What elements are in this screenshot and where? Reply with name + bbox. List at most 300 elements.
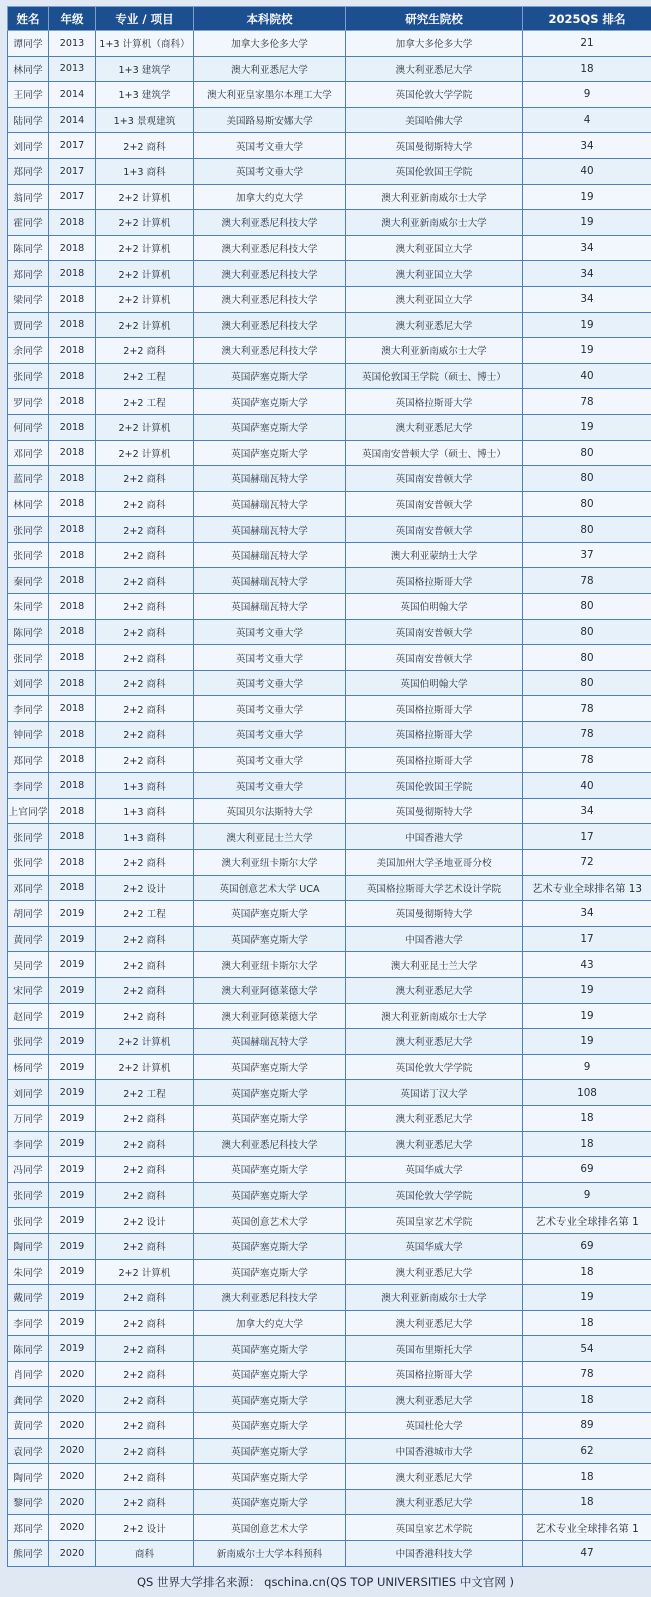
undergrad-school-cell: 加拿大约克大学	[194, 184, 346, 210]
table-row	[8, 440, 651, 466]
table-row	[8, 1361, 651, 1387]
major-cell: 2+2 商科	[96, 1387, 194, 1413]
qs-rank-cell: 78	[523, 1361, 651, 1387]
table-row	[8, 1515, 651, 1541]
grade-cell: 2017	[49, 158, 96, 184]
qs-rank-cell: 艺术专业全球排名第 1	[523, 1515, 651, 1541]
grade-cell: 2018	[49, 798, 96, 824]
qs-rank-cell: 40	[523, 773, 651, 799]
student-name-cell: 陶同学	[8, 1464, 49, 1490]
major-cell: 2+2 商科	[96, 619, 194, 645]
qs-rank-cell: 19	[523, 338, 651, 364]
table-row	[8, 1336, 651, 1362]
major-cell: 2+2 商科	[96, 1336, 194, 1362]
student-name-cell: 李同学	[8, 773, 49, 799]
qs-rank-cell: 78	[523, 389, 651, 415]
major-cell: 2+2 商科	[96, 542, 194, 568]
qs-rank-cell: 69	[523, 1157, 651, 1183]
major-cell: 2+2 商科	[96, 1489, 194, 1515]
student-name-cell: 陈同学	[8, 235, 49, 261]
header-undergrad-school: 本科院校	[194, 7, 346, 31]
student-name-cell: 肖同学	[8, 1361, 49, 1387]
qs-rank-cell: 18	[523, 1105, 651, 1131]
undergrad-school-cell: 澳大利亚阿德莱德大学	[194, 1003, 346, 1029]
table-row	[8, 875, 651, 901]
grade-cell: 2018	[49, 568, 96, 594]
student-name-cell: 朱同学	[8, 1259, 49, 1285]
qs-rank-cell: 18	[523, 1259, 651, 1285]
grad-school-cell: 英国南安普顿大学（硕士、博士）	[346, 440, 523, 466]
major-cell: 2+2 计算机	[96, 1054, 194, 1080]
undergrad-school-cell: 澳大利亚悉尼科技大学	[194, 338, 346, 364]
grad-school-cell: 澳大利亚悉尼大学	[346, 1310, 523, 1336]
grad-school-cell: 英国格拉斯哥大学	[346, 722, 523, 748]
major-cell: 2+2 商科	[96, 850, 194, 876]
table-row	[8, 542, 651, 568]
grad-school-cell: 英国皇家艺术学院	[346, 1208, 523, 1234]
table-row	[8, 747, 651, 773]
grade-cell: 2013	[49, 31, 96, 57]
grad-school-cell: 英国伦敦大学学院	[346, 1054, 523, 1080]
qs-rank-cell: 89	[523, 1413, 651, 1439]
student-name-cell: 戴同学	[8, 1285, 49, 1311]
grad-school-cell: 英国格拉斯哥大学	[346, 389, 523, 415]
qs-rank-cell: 80	[523, 517, 651, 543]
student-name-cell: 万同学	[8, 1105, 49, 1131]
grad-school-cell: 澳大利亚悉尼大学	[346, 1259, 523, 1285]
qs-rank-cell: 34	[523, 261, 651, 287]
major-cell: 2+2 商科	[96, 1233, 194, 1259]
grade-cell: 2020	[49, 1515, 96, 1541]
table-row	[8, 1131, 651, 1157]
student-name-cell: 刘同学	[8, 1080, 49, 1106]
table-row	[8, 1233, 651, 1259]
qs-rank-cell: 78	[523, 696, 651, 722]
table-row	[8, 210, 651, 236]
grade-cell: 2018	[49, 850, 96, 876]
qs-rank-cell: 17	[523, 824, 651, 850]
grad-school-cell: 澳大利亚悉尼大学	[346, 312, 523, 338]
qs-rank-cell: 4	[523, 107, 651, 133]
major-cell: 2+2 计算机	[96, 440, 194, 466]
student-name-cell: 熊同学	[8, 1541, 49, 1567]
qs-rank-cell: 69	[523, 1233, 651, 1259]
grade-cell: 2018	[49, 517, 96, 543]
table-row	[8, 977, 651, 1003]
grad-school-cell: 澳大利亚悉尼大学	[346, 1464, 523, 1490]
grade-cell: 2018	[49, 491, 96, 517]
grad-school-cell: 英国伦敦国王学院（硕士、博士）	[346, 363, 523, 389]
table-row	[8, 1003, 651, 1029]
student-name-cell: 陶同学	[8, 1233, 49, 1259]
table-row	[8, 1464, 651, 1490]
grad-school-cell: 英国格拉斯哥大学	[346, 696, 523, 722]
table-row	[8, 1285, 651, 1311]
major-cell: 1+3 商科	[96, 158, 194, 184]
qs-rank-cell: 19	[523, 414, 651, 440]
grad-school-cell: 英国诺丁汉大学	[346, 1080, 523, 1106]
major-cell: 2+2 商科	[96, 491, 194, 517]
major-cell: 2+2 商科	[96, 1413, 194, 1439]
student-name-cell: 秦同学	[8, 568, 49, 594]
major-cell: 2+2 商科	[96, 670, 194, 696]
qs-rank-cell: 78	[523, 722, 651, 748]
qs-rank-cell: 34	[523, 798, 651, 824]
grad-school-cell: 英国伦敦国王学院	[346, 158, 523, 184]
grad-school-cell: 澳大利亚新南威尔士大学	[346, 1285, 523, 1311]
table-row	[8, 722, 651, 748]
grad-school-cell: 澳大利亚新南威尔士大学	[346, 210, 523, 236]
grade-cell: 2019	[49, 977, 96, 1003]
grad-school-cell: 中国香港城市大学	[346, 1438, 523, 1464]
grad-school-cell: 英国南安普顿大学	[346, 645, 523, 671]
grad-school-cell: 澳大利亚蒙纳士大学	[346, 542, 523, 568]
qs-rank-cell: 19	[523, 1003, 651, 1029]
table-row	[8, 901, 651, 927]
undergrad-school-cell: 澳大利亚皇家墨尔本理工大学	[194, 82, 346, 108]
grade-cell: 2018	[49, 619, 96, 645]
table-row	[8, 1541, 651, 1567]
grade-cell: 2018	[49, 440, 96, 466]
major-cell: 2+2 商科	[96, 517, 194, 543]
undergrad-school-cell: 加拿大多伦多大学	[194, 31, 346, 57]
major-cell: 2+2 工程	[96, 901, 194, 927]
grad-school-cell: 英国南安普顿大学	[346, 619, 523, 645]
grade-cell: 2014	[49, 107, 96, 133]
grade-cell: 2019	[49, 1054, 96, 1080]
undergrad-school-cell: 英国考文垂大学	[194, 696, 346, 722]
qs-rank-cell: 17	[523, 926, 651, 952]
undergrad-school-cell: 英国萨塞克斯大学	[194, 1413, 346, 1439]
undergrad-school-cell: 英国考文垂大学	[194, 670, 346, 696]
undergrad-school-cell: 英国萨塞克斯大学	[194, 1157, 346, 1183]
results-table-container	[7, 6, 651, 1567]
undergrad-school-cell: 英国萨塞克斯大学	[194, 1182, 346, 1208]
undergrad-school-cell: 英国萨塞克斯大学	[194, 1489, 346, 1515]
undergrad-school-cell: 英国萨塞克斯大学	[194, 926, 346, 952]
grad-school-cell: 中国香港大学	[346, 926, 523, 952]
undergrad-school-cell: 新南威尔士大学本科预科	[194, 1541, 346, 1567]
qs-rank-cell: 21	[523, 31, 651, 57]
major-cell: 2+2 商科	[96, 1131, 194, 1157]
grade-cell: 2018	[49, 824, 96, 850]
qs-rank-cell: 108	[523, 1080, 651, 1106]
undergrad-school-cell: 澳大利亚悉尼科技大学	[194, 286, 346, 312]
undergrad-school-cell: 英国赫瑞瓦特大学	[194, 466, 346, 492]
grade-cell: 2018	[49, 235, 96, 261]
grad-school-cell: 澳大利亚国立大学	[346, 235, 523, 261]
table-row	[8, 184, 651, 210]
student-name-cell: 贾同学	[8, 312, 49, 338]
grade-cell: 2019	[49, 1310, 96, 1336]
major-cell: 2+2 商科	[96, 926, 194, 952]
major-cell: 2+2 商科	[96, 696, 194, 722]
major-cell: 2+2 工程	[96, 1080, 194, 1106]
grade-cell: 2017	[49, 133, 96, 159]
major-cell: 2+2 商科	[96, 466, 194, 492]
undergrad-school-cell: 澳大利亚悉尼科技大学	[194, 1285, 346, 1311]
grad-school-cell: 英国伯明翰大学	[346, 670, 523, 696]
major-cell: 2+2 商科	[96, 952, 194, 978]
header-name: 姓名	[8, 7, 49, 31]
major-cell: 2+2 商科	[96, 747, 194, 773]
major-cell: 商科	[96, 1541, 194, 1567]
grade-cell: 2018	[49, 338, 96, 364]
student-name-cell: 翁同学	[8, 184, 49, 210]
student-name-cell: 张同学	[8, 363, 49, 389]
student-name-cell: 赵同学	[8, 1003, 49, 1029]
major-cell: 2+2 商科	[96, 645, 194, 671]
major-cell: 2+2 商科	[96, 977, 194, 1003]
grade-cell: 2019	[49, 1208, 96, 1234]
undergrad-school-cell: 澳大利亚阿德莱德大学	[194, 977, 346, 1003]
qs-rank-cell: 62	[523, 1438, 651, 1464]
grad-school-cell: 澳大利亚新南威尔士大学	[346, 1003, 523, 1029]
table-row	[8, 235, 651, 261]
undergrad-school-cell: 英国萨塞克斯大学	[194, 1259, 346, 1285]
major-cell: 2+2 设计	[96, 875, 194, 901]
table-row	[8, 517, 651, 543]
grade-cell: 2018	[49, 210, 96, 236]
table-row	[8, 31, 651, 57]
grad-school-cell: 英国格拉斯哥大学艺术设计学院	[346, 875, 523, 901]
grad-school-cell: 澳大利亚悉尼大学	[346, 1105, 523, 1131]
major-cell: 2+2 计算机	[96, 1029, 194, 1055]
grade-cell: 2018	[49, 466, 96, 492]
grad-school-cell: 加拿大多伦多大学	[346, 31, 523, 57]
grade-cell: 2014	[49, 82, 96, 108]
grad-school-cell: 澳大利亚悉尼大学	[346, 977, 523, 1003]
student-name-cell: 陆同学	[8, 107, 49, 133]
grad-school-cell: 中国香港大学	[346, 824, 523, 850]
grad-school-cell: 澳大利亚悉尼大学	[346, 1387, 523, 1413]
student-name-cell: 陈同学	[8, 1336, 49, 1362]
table-row	[8, 338, 651, 364]
qs-rank-cell: 18	[523, 1131, 651, 1157]
student-name-cell: 蓝同学	[8, 466, 49, 492]
grad-school-cell: 英国南安普顿大学	[346, 466, 523, 492]
qs-rank-cell: 80	[523, 670, 651, 696]
major-cell: 2+2 工程	[96, 389, 194, 415]
major-cell: 1+3 建筑学	[96, 56, 194, 82]
grad-school-cell: 英国伦敦国王学院	[346, 773, 523, 799]
qs-rank-cell: 78	[523, 747, 651, 773]
student-name-cell: 郑同学	[8, 261, 49, 287]
grade-cell: 2020	[49, 1541, 96, 1567]
table-row	[8, 261, 651, 287]
student-name-cell: 刘同学	[8, 670, 49, 696]
table-row	[8, 82, 651, 108]
grade-cell: 2019	[49, 1105, 96, 1131]
qs-rank-cell: 19	[523, 312, 651, 338]
grad-school-cell: 英国南安普顿大学	[346, 517, 523, 543]
qs-rank-cell: 19	[523, 1285, 651, 1311]
major-cell: 2+2 计算机	[96, 286, 194, 312]
student-name-cell: 张同学	[8, 824, 49, 850]
grad-school-cell: 澳大利亚新南威尔士大学	[346, 184, 523, 210]
qs-rank-cell: 18	[523, 1489, 651, 1515]
grade-cell: 2018	[49, 286, 96, 312]
grad-school-cell: 英国华威大学	[346, 1233, 523, 1259]
major-cell: 2+2 计算机	[96, 261, 194, 287]
qs-rank-cell: 43	[523, 952, 651, 978]
student-name-cell: 李同学	[8, 696, 49, 722]
table-row	[8, 1054, 651, 1080]
undergrad-school-cell: 英国贝尔法斯特大学	[194, 798, 346, 824]
undergrad-school-cell: 澳大利亚纽卡斯尔大学	[194, 850, 346, 876]
grad-school-cell: 英国格拉斯哥大学	[346, 568, 523, 594]
table-row	[8, 286, 651, 312]
major-cell: 1+3 商科	[96, 798, 194, 824]
qs-rank-cell: 19	[523, 184, 651, 210]
student-name-cell: 林同学	[8, 491, 49, 517]
table-row	[8, 1387, 651, 1413]
qs-rank-cell: 78	[523, 568, 651, 594]
qs-rank-cell: 40	[523, 158, 651, 184]
grade-cell: 2019	[49, 1131, 96, 1157]
table-row	[8, 1489, 651, 1515]
table-row	[8, 158, 651, 184]
table-row	[8, 645, 651, 671]
student-name-cell: 冯同学	[8, 1157, 49, 1183]
major-cell: 2+2 计算机	[96, 312, 194, 338]
major-cell: 2+2 计算机	[96, 184, 194, 210]
student-name-cell: 朱同学	[8, 594, 49, 620]
qs-rank-cell: 72	[523, 850, 651, 876]
grade-cell: 2018	[49, 414, 96, 440]
grad-school-cell: 澳大利亚国立大学	[346, 286, 523, 312]
qs-rank-cell: 34	[523, 235, 651, 261]
student-name-cell: 张同学	[8, 645, 49, 671]
grad-school-cell: 中国香港科技大学	[346, 1541, 523, 1567]
grad-school-cell: 澳大利亚悉尼大学	[346, 1029, 523, 1055]
student-name-cell: 张同学	[8, 1208, 49, 1234]
undergrad-school-cell: 澳大利亚悉尼科技大学	[194, 261, 346, 287]
grade-cell: 2018	[49, 670, 96, 696]
grad-school-cell: 英国伦敦大学学院	[346, 1182, 523, 1208]
undergrad-school-cell: 英国萨塞克斯大学	[194, 414, 346, 440]
table-row	[8, 1105, 651, 1131]
header-grad-school: 研究生院校	[346, 7, 523, 31]
grade-cell: 2018	[49, 696, 96, 722]
major-cell: 1+3 景观建筑	[96, 107, 194, 133]
grade-cell: 2018	[49, 773, 96, 799]
table-body	[8, 31, 651, 1567]
undergrad-school-cell: 英国赫瑞瓦特大学	[194, 568, 346, 594]
grad-school-cell: 澳大利亚悉尼大学	[346, 1489, 523, 1515]
header-major: 专业 / 项目	[96, 7, 194, 31]
grade-cell: 2019	[49, 1259, 96, 1285]
grade-cell: 2020	[49, 1489, 96, 1515]
table-row	[8, 1157, 651, 1183]
major-cell: 2+2 商科	[96, 1182, 194, 1208]
qs-rank-cell: 19	[523, 210, 651, 236]
grade-cell: 2019	[49, 1080, 96, 1106]
grade-cell: 2020	[49, 1438, 96, 1464]
student-name-cell: 张同学	[8, 1029, 49, 1055]
undergrad-school-cell: 英国赫瑞瓦特大学	[194, 517, 346, 543]
grade-cell: 2018	[49, 363, 96, 389]
major-cell: 2+2 商科	[96, 1105, 194, 1131]
major-cell: 1+3 建筑学	[96, 82, 194, 108]
qs-rank-cell: 47	[523, 1541, 651, 1567]
table-row	[8, 619, 651, 645]
grad-school-cell: 英国伦敦大学学院	[346, 82, 523, 108]
undergrad-school-cell: 澳大利亚昆士兰大学	[194, 824, 346, 850]
grad-school-cell: 英国华威大学	[346, 1157, 523, 1183]
major-cell: 2+2 商科	[96, 594, 194, 620]
grade-cell: 2020	[49, 1387, 96, 1413]
header-grade: 年级	[49, 7, 96, 31]
qs-rank-cell: 19	[523, 1029, 651, 1055]
table-row	[8, 414, 651, 440]
admission-results-table	[7, 6, 651, 1567]
student-name-cell: 袁同学	[8, 1438, 49, 1464]
grade-cell: 2019	[49, 1336, 96, 1362]
student-name-cell: 钟同学	[8, 722, 49, 748]
major-cell: 2+2 计算机	[96, 210, 194, 236]
grad-school-cell: 英国曼彻斯特大学	[346, 901, 523, 927]
table-row	[8, 594, 651, 620]
student-name-cell: 郑同学	[8, 747, 49, 773]
grade-cell: 2018	[49, 645, 96, 671]
grad-school-cell: 澳大利亚国立大学	[346, 261, 523, 287]
grade-cell: 2019	[49, 1285, 96, 1311]
table-row	[8, 773, 651, 799]
undergrad-school-cell: 英国创意艺术大学	[194, 1515, 346, 1541]
grade-cell: 2019	[49, 901, 96, 927]
undergrad-school-cell: 加拿大约克大学	[194, 1310, 346, 1336]
major-cell: 2+2 设计	[96, 1208, 194, 1234]
table-row	[8, 926, 651, 952]
table-row	[8, 312, 651, 338]
grade-cell: 2019	[49, 1157, 96, 1183]
qs-rank-cell: 18	[523, 1310, 651, 1336]
undergrad-school-cell: 英国创意艺术大学	[194, 1208, 346, 1234]
student-name-cell: 李同学	[8, 1310, 49, 1336]
student-name-cell: 张同学	[8, 517, 49, 543]
undergrad-school-cell: 澳大利亚悉尼科技大学	[194, 312, 346, 338]
undergrad-school-cell: 英国萨塞克斯大学	[194, 440, 346, 466]
undergrad-school-cell: 英国赫瑞瓦特大学	[194, 491, 346, 517]
undergrad-school-cell: 英国考文垂大学	[194, 722, 346, 748]
major-cell: 2+2 商科	[96, 1361, 194, 1387]
qs-rank-cell: 80	[523, 466, 651, 492]
undergrad-school-cell: 英国创意艺术大学 UCA	[194, 875, 346, 901]
qs-rank-cell: 18	[523, 56, 651, 82]
student-name-cell: 杨同学	[8, 1054, 49, 1080]
undergrad-school-cell: 澳大利亚纽卡斯尔大学	[194, 952, 346, 978]
grade-cell: 2019	[49, 952, 96, 978]
major-cell: 1+3 商科	[96, 773, 194, 799]
major-cell: 1+3 商科	[96, 824, 194, 850]
table-row	[8, 389, 651, 415]
undergrad-school-cell: 澳大利亚悉尼科技大学	[194, 1131, 346, 1157]
undergrad-school-cell: 澳大利亚悉尼科技大学	[194, 235, 346, 261]
student-name-cell: 郑同学	[8, 1515, 49, 1541]
undergrad-school-cell: 英国考文垂大学	[194, 645, 346, 671]
qs-rank-cell: 80	[523, 491, 651, 517]
undergrad-school-cell: 英国萨塞克斯大学	[194, 1336, 346, 1362]
qs-rank-cell: 80	[523, 645, 651, 671]
student-name-cell: 胡同学	[8, 901, 49, 927]
grad-school-cell: 美国加州大学圣地亚哥分校	[346, 850, 523, 876]
student-name-cell: 吴同学	[8, 952, 49, 978]
qs-rank-cell: 9	[523, 1182, 651, 1208]
major-cell: 2+2 商科	[96, 1285, 194, 1311]
grad-school-cell: 英国伯明翰大学	[346, 594, 523, 620]
student-name-cell: 黄同学	[8, 926, 49, 952]
